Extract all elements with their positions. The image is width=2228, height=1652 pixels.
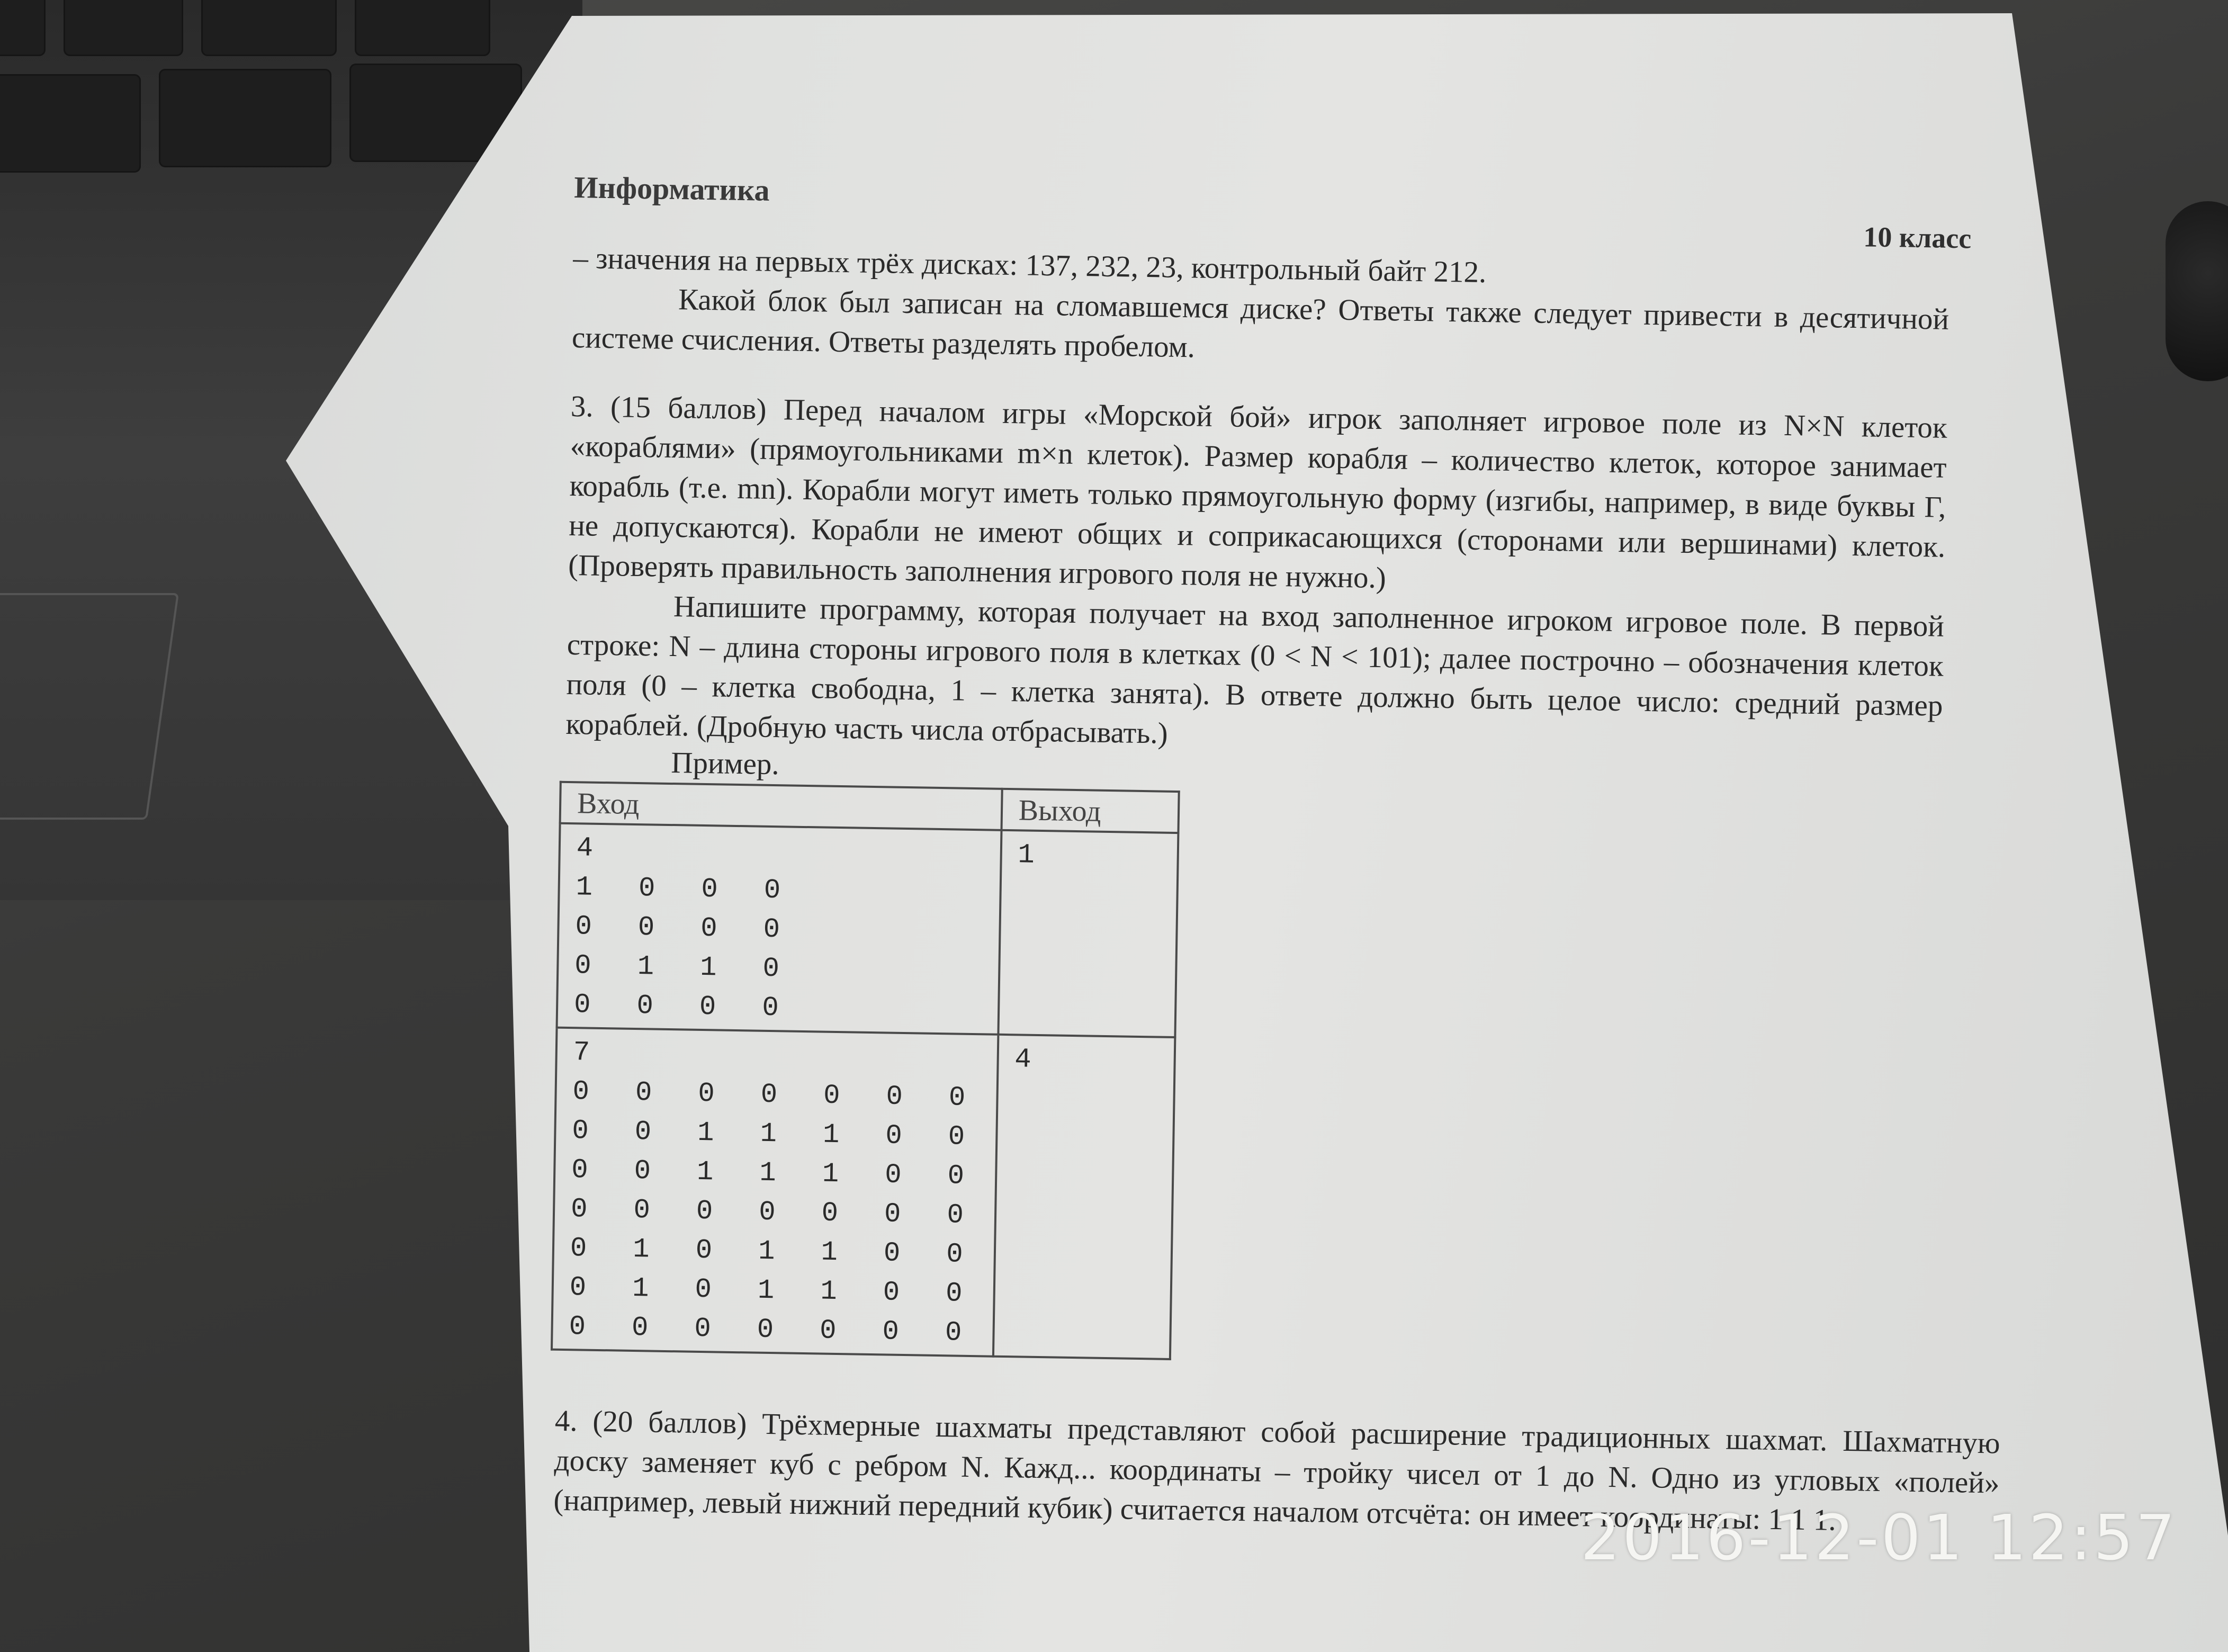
output-cell (993, 1035, 1175, 1359)
table-row (557, 823, 1179, 1037)
example-label: Пример. (670, 746, 780, 782)
output-value: 1 (1017, 839, 1035, 871)
example-table (551, 781, 1180, 1360)
header-output: Выход (1001, 789, 1179, 833)
input-line: 7 (573, 1037, 605, 1069)
photo-timestamp: 2016-12-01 12:57 (1580, 1501, 2178, 1574)
input-line: 0 0 0 0 (573, 989, 794, 1024)
input-line: 1 0 0 0 (576, 872, 796, 906)
input-line: 4 (576, 832, 608, 865)
input-line: 0 1 0 1 1 0 0 (570, 1233, 978, 1271)
input-line: 0 0 0 0 (575, 911, 795, 946)
document-content (553, 169, 2001, 1542)
output-cell (998, 830, 1178, 1037)
input-line: 0 1 1 0 (574, 950, 795, 985)
input-line: 0 0 0 0 0 0 0 (570, 1193, 979, 1232)
input-line: 0 0 1 1 1 0 0 (572, 1115, 980, 1153)
task2-tail-line: – значения на первых трёх дисках: 137, 232, 23, контрольный байт 212. (572, 241, 1487, 290)
input-line: 0 0 0 0 0 0 0 (572, 1076, 981, 1114)
task3-statement: 3. (15 баллов) Перед началом игры «Морской бой» игрок заполняет игровое поле из N×N клеток «кораблями» (прямоугольниками m×n клеток). Размер корабля – количество клеток, которое занимает корабль (т.е. mn). Корабли могут иметь только прямоугольную форму (изгибы, например, в виде буквы Г, не допускаются). Корабли не имеют общих и соприкасающихся (сторонами или вершинами) клеток. (Проверять правильность заполнения игрового поля не нужно.) (568, 389, 1948, 595)
task3-instructions: Напишите программу, которая получает на вход заполненное игроком игровое поле. В первой строке: N – длина стороны игрового поля в клетках (0 < N < 101); далее построчно – обозначения клеток поля (0 – клетка свободна, 1 – клетка занята). В ответе должно быть целое число: средний размер кораблей. (Дробную часть числа отбрасывать.) (565, 590, 1945, 750)
task2-question: Какой блок был записан на сломавшемся диске? Ответы также следует привести в десятичной системе счисления. Ответы разделять пробелом. (571, 283, 1950, 364)
input-cell (552, 1028, 998, 1357)
grade-label: 10 класс (1863, 221, 1972, 255)
header-input: Вход (560, 782, 1002, 830)
input-line: 0 1 0 1 1 0 0 (569, 1272, 977, 1310)
subject-title: Информатика (573, 169, 770, 208)
touchpad (0, 593, 179, 820)
input-line: 0 0 1 1 1 0 0 (571, 1154, 980, 1192)
output-value: 4 (1014, 1044, 1032, 1075)
table-row (552, 1028, 1175, 1359)
mouse (2166, 201, 2228, 381)
task4-statement: 4. (20 баллов) Трёхмерные шахматы представляют собой расширение традиционных шахмат. Шахматную доску заменяет куб с ребром N. Кажд... координаты – тройку чисел от 1 до N. Одно из угловых «полей» (например, левый нижний передний кубик) считается началом отсчёта: он имеет координаты: 1 1 1. (553, 1404, 2001, 1537)
input-cell (557, 823, 1002, 1035)
input-line: 0 0 0 0 0 0 0 (569, 1311, 977, 1349)
